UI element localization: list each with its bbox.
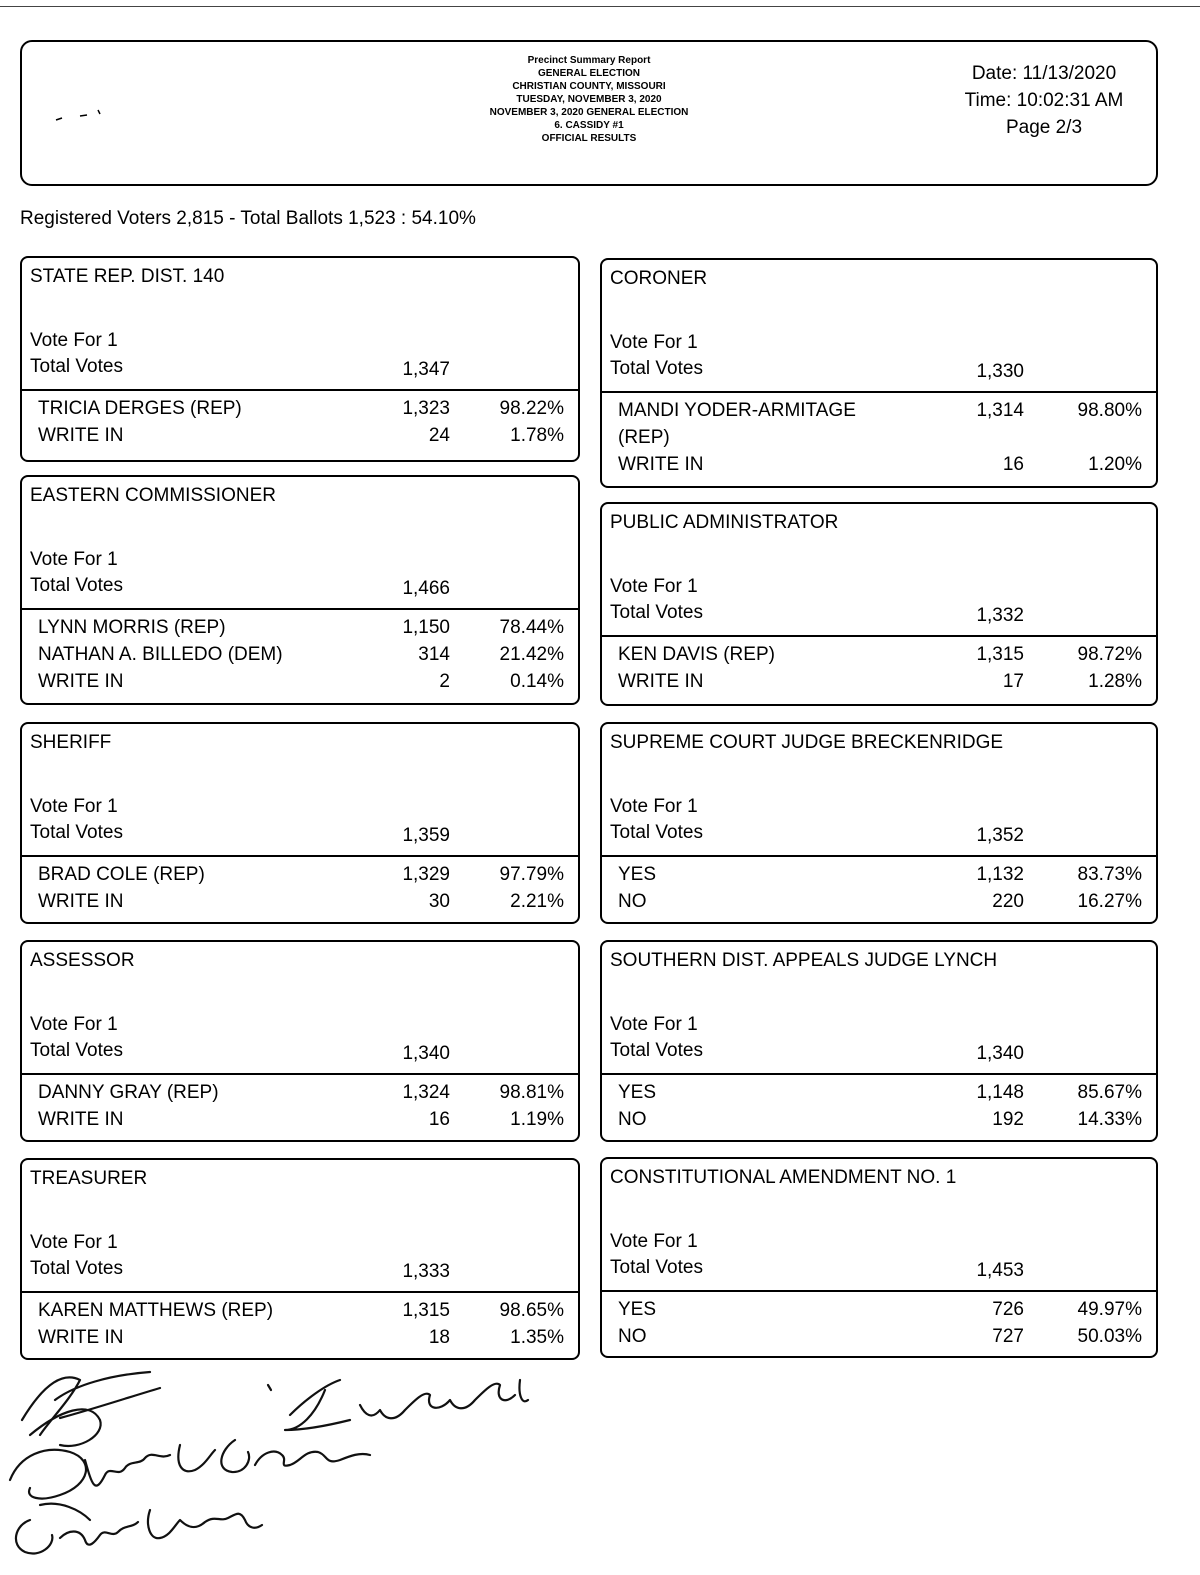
candidate-row xyxy=(38,617,564,643)
signature-1 xyxy=(22,1372,160,1446)
signature-3 xyxy=(10,1440,370,1499)
vote-for-label: Vote For 1 xyxy=(610,1014,698,1035)
candidate-name: LYNN MORRIS (REP) xyxy=(38,617,226,638)
report-precinct: 6. CASSIDY #1 xyxy=(554,120,624,131)
candidate-percent: 98.72% xyxy=(1077,644,1142,665)
signature-4 xyxy=(16,1504,262,1554)
candidate-percent: 85.67% xyxy=(1077,1082,1142,1103)
candidate-votes: 2 xyxy=(439,671,450,692)
candidate-row xyxy=(618,427,1142,453)
candidate-votes: 1,132 xyxy=(976,864,1024,885)
total-votes-label: Total Votes xyxy=(610,602,703,623)
total-votes-label: Total Votes xyxy=(30,1040,123,1061)
report-title: Precinct Summary Report xyxy=(527,55,651,66)
report-date: Date: 11/13/2020 xyxy=(971,63,1117,84)
candidate-votes: 1,329 xyxy=(402,864,450,885)
contest-title: CONSTITUTIONAL AMENDMENT NO. 1 xyxy=(610,1167,957,1188)
report-meta xyxy=(944,60,1144,141)
total-votes-value: 1,333 xyxy=(402,1261,450,1282)
candidate-name: KAREN MATTHEWS (REP) xyxy=(38,1300,274,1321)
candidate-name: NO xyxy=(618,1109,647,1130)
results-divider xyxy=(602,635,1156,637)
candidate-name: TRICIA DERGES (REP) xyxy=(38,398,242,419)
contest-title: ASSESSOR xyxy=(30,950,135,971)
candidate-row xyxy=(618,1109,1142,1135)
results-divider xyxy=(22,855,578,857)
total-votes-label: Total Votes xyxy=(610,1040,703,1061)
candidate-percent: 83.73% xyxy=(1077,864,1142,885)
report-header xyxy=(20,40,1158,186)
candidate-row xyxy=(618,891,1142,917)
vote-for-label: Vote For 1 xyxy=(30,330,118,351)
candidate-name: NO xyxy=(618,891,647,912)
candidate-row xyxy=(618,1082,1142,1108)
candidate-name: WRITE IN xyxy=(38,425,124,446)
candidate-votes: 1,148 xyxy=(976,1082,1024,1103)
candidate-name: WRITE IN xyxy=(38,1327,124,1348)
results-divider xyxy=(22,608,578,610)
candidate-row xyxy=(618,671,1142,697)
contest-box xyxy=(20,475,580,705)
results-divider xyxy=(22,389,578,391)
contest-box xyxy=(20,722,580,924)
candidate-row xyxy=(618,1299,1142,1325)
candidate-votes: 16 xyxy=(428,1109,450,1130)
candidate-name: BRAD COLE (REP) xyxy=(38,864,205,885)
candidate-percent: 49.97% xyxy=(1077,1299,1142,1320)
total-votes-label: Total Votes xyxy=(30,1258,123,1279)
candidate-row xyxy=(38,425,564,451)
candidate-votes: 1,315 xyxy=(976,644,1024,665)
candidate-votes: 1,315 xyxy=(402,1300,450,1321)
contest-box xyxy=(600,940,1158,1142)
contest-box xyxy=(600,1157,1158,1358)
candidate-percent: 78.44% xyxy=(499,617,564,638)
candidate-row xyxy=(618,864,1142,890)
candidate-percent: 98.22% xyxy=(499,398,564,419)
candidate-votes: 1,314 xyxy=(976,400,1024,421)
candidate-votes: 17 xyxy=(1002,671,1024,692)
candidate-percent: 98.65% xyxy=(499,1300,564,1321)
candidate-name: WRITE IN xyxy=(618,454,704,475)
contest-box xyxy=(20,940,580,1142)
candidate-name: WRITE IN xyxy=(38,1109,124,1130)
candidate-votes: 726 xyxy=(992,1299,1024,1320)
turnout-summary: Registered Voters 2,815 - Total Ballots 1,523 : 54.10% xyxy=(20,208,476,229)
candidate-percent: 1.28% xyxy=(1088,671,1142,692)
vote-for-label: Vote For 1 xyxy=(610,576,698,597)
candidate-row xyxy=(38,864,564,890)
signature-2 xyxy=(268,1380,528,1430)
candidate-name: DANNY GRAY (REP) xyxy=(38,1082,219,1103)
candidate-percent: 97.79% xyxy=(499,864,564,885)
candidate-percent: 1.35% xyxy=(510,1327,564,1348)
candidate-name: YES xyxy=(618,1299,657,1320)
candidate-row xyxy=(38,1082,564,1108)
report-county: CHRISTIAN COUNTY, MISSOURI xyxy=(512,81,666,92)
total-votes-label: Total Votes xyxy=(30,822,123,843)
report-election: GENERAL ELECTION xyxy=(537,68,641,79)
candidate-row xyxy=(38,398,564,424)
candidate-percent: 98.80% xyxy=(1077,400,1142,421)
candidate-votes: 30 xyxy=(428,891,450,912)
candidate-votes: 1,323 xyxy=(402,398,450,419)
contest-title: PUBLIC ADMINISTRATOR xyxy=(610,512,839,533)
total-votes-value: 1,340 xyxy=(976,1043,1024,1064)
candidate-votes: 24 xyxy=(428,425,450,446)
candidate-row xyxy=(618,454,1142,480)
vote-for-label: Vote For 1 xyxy=(30,796,118,817)
candidate-name: WRITE IN xyxy=(618,671,704,692)
candidate-percent: 1.20% xyxy=(1088,454,1142,475)
contest-box xyxy=(600,722,1158,924)
candidate-percent: 98.81% xyxy=(499,1082,564,1103)
candidate-votes: 314 xyxy=(418,644,450,665)
report-status: OFFICIAL RESULTS xyxy=(541,133,637,144)
candidate-percent: 14.33% xyxy=(1077,1109,1142,1130)
candidate-percent: 21.42% xyxy=(499,644,564,665)
contest-title: SUPREME COURT JUDGE BRECKENRIDGE xyxy=(610,732,1004,753)
candidate-row xyxy=(38,671,564,697)
candidate-row xyxy=(618,644,1142,670)
total-votes-label: Total Votes xyxy=(610,1257,703,1278)
results-divider xyxy=(602,391,1156,393)
total-votes-label: Total Votes xyxy=(30,356,123,377)
results-divider xyxy=(22,1291,578,1293)
candidate-name: MANDI YODER-ARMITAGE xyxy=(618,400,856,421)
candidate-percent: 0.14% xyxy=(510,671,564,692)
candidate-votes: 1,150 xyxy=(402,617,450,638)
contest-title: SOUTHERN DIST. APPEALS JUDGE LYNCH xyxy=(610,950,998,971)
candidate-name: WRITE IN xyxy=(38,671,124,692)
contest-title: STATE REP. DIST. 140 xyxy=(30,266,225,287)
contest-title: CORONER xyxy=(610,268,708,289)
contest-title: TREASURER xyxy=(30,1168,148,1189)
candidate-row xyxy=(618,1326,1142,1352)
candidate-name: YES xyxy=(618,1082,657,1103)
total-votes-value: 1,330 xyxy=(976,361,1024,382)
candidate-votes: 18 xyxy=(428,1327,450,1348)
vote-for-label: Vote For 1 xyxy=(30,1232,118,1253)
vote-for-label: Vote For 1 xyxy=(30,1014,118,1035)
total-votes-value: 1,352 xyxy=(976,825,1024,846)
candidate-percent: 50.03% xyxy=(1077,1326,1142,1347)
candidate-row xyxy=(38,1327,564,1353)
results-divider xyxy=(602,1290,1156,1292)
candidate-row xyxy=(38,1109,564,1135)
candidate-percent: 1.78% xyxy=(510,425,564,446)
vote-for-label: Vote For 1 xyxy=(610,796,698,817)
total-votes-value: 1,347 xyxy=(402,359,450,380)
results-divider xyxy=(602,1073,1156,1075)
contest-box xyxy=(20,256,580,462)
page-top-rule xyxy=(0,6,1200,7)
report-day: TUESDAY, NOVEMBER 3, 2020 xyxy=(516,94,662,105)
total-votes-label: Total Votes xyxy=(30,575,123,596)
candidate-row xyxy=(38,891,564,917)
candidate-name: KEN DAVIS (REP) xyxy=(618,644,775,665)
total-votes-value: 1,466 xyxy=(402,578,450,599)
results-divider xyxy=(602,855,1156,857)
vote-for-label: Vote For 1 xyxy=(610,332,698,353)
contest-box xyxy=(600,258,1158,488)
candidate-percent: 16.27% xyxy=(1077,891,1142,912)
candidate-votes: 727 xyxy=(992,1326,1024,1347)
contest-box xyxy=(20,1158,580,1360)
candidate-name: (REP) xyxy=(618,427,670,448)
vote-for-label: Vote For 1 xyxy=(30,549,118,570)
candidate-name: NO xyxy=(618,1326,647,1347)
vote-for-label: Vote For 1 xyxy=(610,1231,698,1252)
total-votes-value: 1,332 xyxy=(976,605,1024,626)
report-election-name: NOVEMBER 3, 2020 GENERAL ELECTION xyxy=(489,107,689,118)
contest-title: SHERIFF xyxy=(30,732,112,753)
candidate-percent: 2.21% xyxy=(510,891,564,912)
report-page: Page 2/3 xyxy=(1005,117,1083,138)
total-votes-label: Total Votes xyxy=(610,822,703,843)
candidate-votes: 16 xyxy=(1002,454,1024,475)
candidate-percent: 1.19% xyxy=(510,1109,564,1130)
candidate-name: WRITE IN xyxy=(38,891,124,912)
total-votes-value: 1,340 xyxy=(402,1043,450,1064)
total-votes-value: 1,359 xyxy=(402,825,450,846)
candidate-votes: 1,324 xyxy=(402,1082,450,1103)
candidate-row xyxy=(38,1300,564,1326)
contest-title: EASTERN COMMISSIONER xyxy=(30,485,276,506)
candidate-name: NATHAN A. BILLEDO (DEM) xyxy=(38,644,283,665)
total-votes-label: Total Votes xyxy=(610,358,703,379)
signatures xyxy=(0,1360,600,1575)
candidate-votes: 220 xyxy=(992,891,1024,912)
candidate-votes: 192 xyxy=(992,1109,1024,1130)
candidate-row xyxy=(618,400,1142,426)
total-votes-value: 1,453 xyxy=(976,1260,1024,1281)
candidate-name: YES xyxy=(618,864,657,885)
candidate-row xyxy=(38,644,564,670)
contest-box xyxy=(600,502,1158,706)
report-time: Time: 10:02:31 AM xyxy=(964,90,1124,111)
results-divider xyxy=(22,1073,578,1075)
